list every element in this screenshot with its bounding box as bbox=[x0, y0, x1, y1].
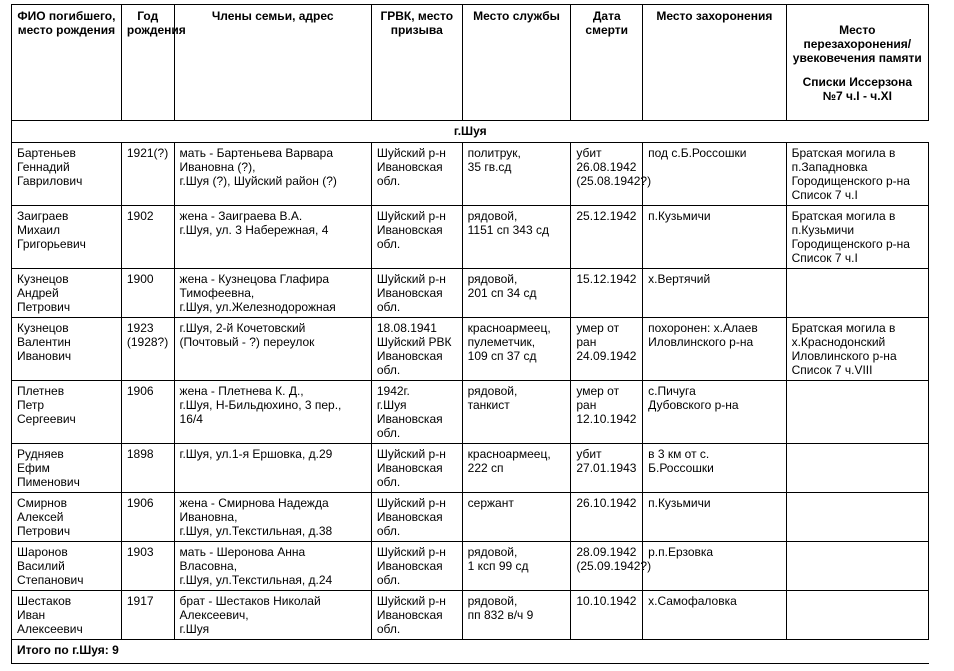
table-row bbox=[12, 143, 929, 206]
header-death-date: Дата смерти bbox=[571, 5, 643, 121]
cell-death-date: 26.10.1942 bbox=[571, 493, 643, 542]
header-reburial-title: Место перезахоронения/ увековечения памяти bbox=[792, 23, 922, 65]
cell-burial: р.п.Ерзовка bbox=[643, 542, 786, 591]
cell-year: 1898 bbox=[121, 444, 174, 493]
table-row bbox=[12, 269, 929, 318]
cell-death-date: 10.10.1942 bbox=[571, 591, 643, 640]
header-grvk: ГРВК, место призыва bbox=[371, 5, 462, 121]
cell-fio: Кузнецов Валентин Иванович bbox=[12, 318, 122, 381]
cell-burial: под с.Б.Россошки bbox=[643, 143, 786, 206]
table-row bbox=[12, 493, 929, 542]
cell-burial: в 3 км от с. Б.Россошки bbox=[643, 444, 786, 493]
table-row bbox=[12, 318, 929, 381]
cell-family: жена - Заиграева В.А. г.Шуя, ул. 3 Набережная, 4 bbox=[174, 206, 371, 269]
cell-year: 1900 bbox=[121, 269, 174, 318]
cell-death-date: умер от ран 24.09.1942 bbox=[571, 318, 643, 381]
cell-family: г.Шуя, ул.1-я Ершовка, д.29 bbox=[174, 444, 371, 493]
table-row bbox=[12, 542, 929, 591]
memorial-list-document bbox=[11, 4, 929, 664]
table-row bbox=[12, 591, 929, 640]
cell-year: 1906 bbox=[121, 493, 174, 542]
cell-year: 1921(?) bbox=[121, 143, 174, 206]
town-name: г.Шуя bbox=[12, 121, 929, 143]
cell-fio: Рудняев Ефим Пименович bbox=[12, 444, 122, 493]
cell-family: брат - Шестаков Николай Алексеевич, г.Шуя bbox=[174, 591, 371, 640]
cell-service: красноармеец, пулеметчик, 109 сп 37 сд bbox=[462, 318, 571, 381]
cell-service: рядовой, 1151 сп 343 сд bbox=[462, 206, 571, 269]
cell-grvk: Шуйский р-н Ивановская обл. bbox=[371, 542, 462, 591]
cell-reburial bbox=[786, 542, 928, 591]
cell-death-date: умер от ран 12.10.1942 bbox=[571, 381, 643, 444]
cell-death-date: убит 26.08.1942 (25.08.1942?) bbox=[571, 143, 643, 206]
table-row bbox=[12, 206, 929, 269]
cell-reburial bbox=[786, 444, 928, 493]
cell-service: рядовой, пп 832 в/ч 9 bbox=[462, 591, 571, 640]
cell-reburial: Братская могила в п.Западновка Городищенского р-на Список 7 ч.I bbox=[786, 143, 928, 206]
cell-year: 1902 bbox=[121, 206, 174, 269]
cell-grvk: Шуйский р-н Ивановская обл. bbox=[371, 444, 462, 493]
header-fio: ФИО погибшего, место рождения bbox=[12, 5, 122, 121]
table-row bbox=[12, 444, 929, 493]
cell-fio: Шаронов Василий Степанович bbox=[12, 542, 122, 591]
cell-fio: Смирнов Алексей Петрович bbox=[12, 493, 122, 542]
header-reburial-lists: Списки Иссерзона №7 ч.I - ч.XI bbox=[802, 75, 912, 103]
header-reburial bbox=[786, 5, 928, 121]
cell-year: 1903 bbox=[121, 542, 174, 591]
cell-year: 1906 bbox=[121, 381, 174, 444]
cell-death-date: убит 27.01.1943 bbox=[571, 444, 643, 493]
cell-fio: Кузнецов Андрей Петрович bbox=[12, 269, 122, 318]
casualty-table bbox=[11, 4, 929, 664]
table-row bbox=[12, 381, 929, 444]
cell-burial: п.Кузьмичи bbox=[643, 206, 786, 269]
cell-death-date: 28.09.1942 (25.09.1942?) bbox=[571, 542, 643, 591]
cell-death-date: 25.12.1942 bbox=[571, 206, 643, 269]
cell-family: г.Шуя, 2-й Кочетовский (Почтовый - ?) переулок bbox=[174, 318, 371, 381]
cell-burial: с.Пичуга Дубовского р-на bbox=[643, 381, 786, 444]
cell-service: красноармеец, 222 сп bbox=[462, 444, 571, 493]
cell-reburial bbox=[786, 381, 928, 444]
header-service: Место службы bbox=[462, 5, 571, 121]
cell-year: 1923 (1928?) bbox=[121, 318, 174, 381]
cell-reburial bbox=[786, 493, 928, 542]
cell-service: рядовой, 1 ксп 99 сд bbox=[462, 542, 571, 591]
cell-fio: Шестаков Иван Алексеевич bbox=[12, 591, 122, 640]
cell-grvk: 1942г. г.Шуя Ивановская обл. bbox=[371, 381, 462, 444]
cell-service: политрук, 35 гв.сд bbox=[462, 143, 571, 206]
cell-burial: похоронен: х.Алаев Иловлинского р-на bbox=[643, 318, 786, 381]
header-burial: Место захоронения bbox=[643, 5, 786, 121]
cell-grvk: Шуйский р-н Ивановская обл. bbox=[371, 493, 462, 542]
cell-family: жена - Смирнова Надежда Ивановна, г.Шуя, ул.Текстильная, д.38 bbox=[174, 493, 371, 542]
cell-family: мать - Шеронова Анна Власовна, г.Шуя, ул.Текстильная, д.24 bbox=[174, 542, 371, 591]
cell-year: 1917 bbox=[121, 591, 174, 640]
total-row bbox=[12, 640, 929, 664]
header-row bbox=[12, 5, 929, 121]
cell-fio: Плетнев Петр Сергеевич bbox=[12, 381, 122, 444]
cell-grvk: Шуйский р-н Ивановская обл. bbox=[371, 206, 462, 269]
cell-fio: Заиграев Михаил Григорьевич bbox=[12, 206, 122, 269]
cell-fio: Бартеньев Геннадий Гаврилович bbox=[12, 143, 122, 206]
total-count: Итого по г.Шуя: 9 bbox=[12, 640, 929, 664]
cell-burial: х.Самофаловка bbox=[643, 591, 786, 640]
cell-service: рядовой, 201 сп 34 сд bbox=[462, 269, 571, 318]
cell-family: жена - Кузнецова Глафира Тимофеевна, г.Шуя, ул.Железнодорожная bbox=[174, 269, 371, 318]
cell-grvk: Шуйский р-н Ивановская обл. bbox=[371, 269, 462, 318]
cell-grvk: 18.08.1941 Шуйский РВК Ивановская обл. bbox=[371, 318, 462, 381]
cell-burial: п.Кузьмичи bbox=[643, 493, 786, 542]
cell-service: рядовой, танкист bbox=[462, 381, 571, 444]
header-family: Члены семьи, адрес bbox=[174, 5, 371, 121]
cell-reburial: Братская могила в х.Краснодонский Иловлинского р-на Список 7 ч.VIII bbox=[786, 318, 928, 381]
header-year: Год рождения bbox=[121, 5, 174, 121]
cell-death-date: 15.12.1942 bbox=[571, 269, 643, 318]
cell-reburial: Братская могила в п.Кузьмичи Городищенского р-на Список 7 ч.I bbox=[786, 206, 928, 269]
cell-burial: х.Вертячий bbox=[643, 269, 786, 318]
cell-reburial bbox=[786, 591, 928, 640]
cell-grvk: Шуйский р-н Ивановская обл. bbox=[371, 591, 462, 640]
cell-grvk: Шуйский р-н Ивановская обл. bbox=[371, 143, 462, 206]
town-row bbox=[12, 121, 929, 143]
cell-family: мать - Бартеньева Варвара Ивановна (?), г.Шуя (?), Шуйский район (?) bbox=[174, 143, 371, 206]
cell-service: сержант bbox=[462, 493, 571, 542]
cell-reburial bbox=[786, 269, 928, 318]
cell-family: жена - Плетнева К. Д., г.Шуя, Н-Бильдюхино, 3 пер., 16/4 bbox=[174, 381, 371, 444]
